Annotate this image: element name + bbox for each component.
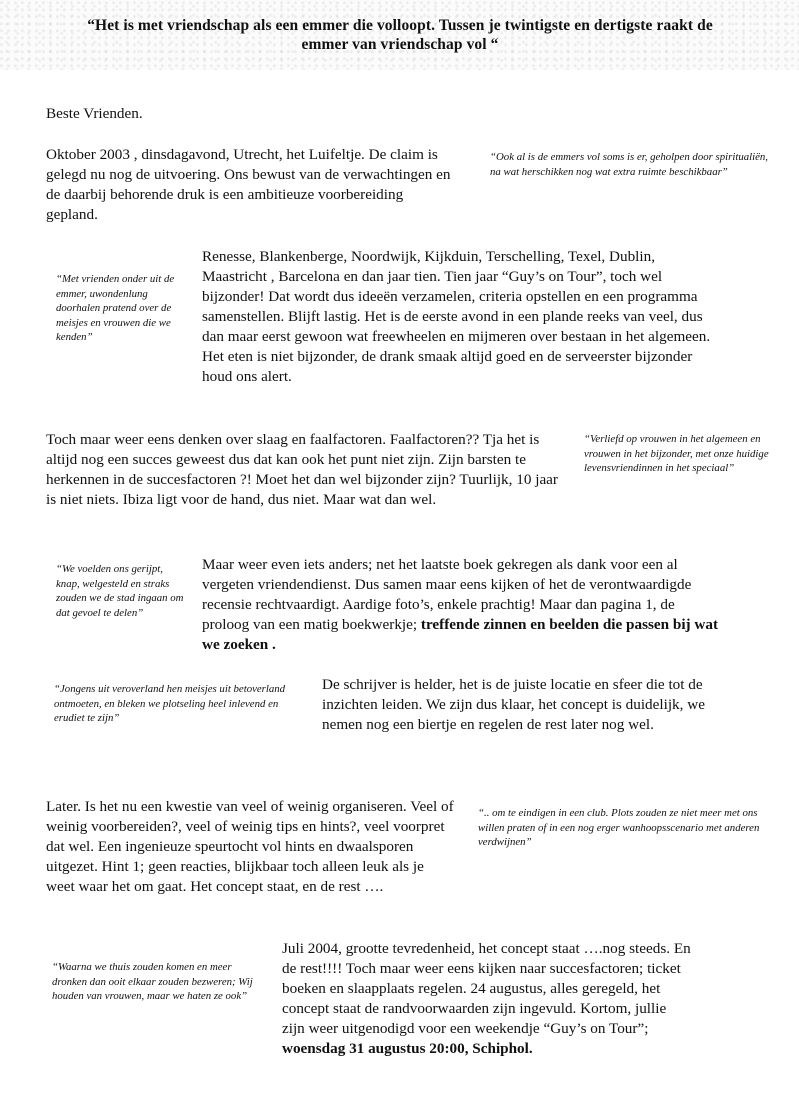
header-banner: [0, 0, 799, 70]
paragraph-4: [202, 555, 722, 655]
paragraph-4-emphasis: treffende zinnen en beelden die passen bij wat we zoeken .: [202, 616, 719, 653]
quote-1: “Ook al is de emmers vol soms is er, geholpen door spiritualiën, na wat herschikken nog wat extra ruimte beschikbaar”: [490, 151, 769, 178]
quote-4: “We voelden ons gerijpt, knap, welgesteld en straks zouden we de stad ingaan om dat gevoel te delen”: [56, 563, 184, 619]
paragraph-1: Oktober 2003 , dinsdagavond, Utrecht, het Luifeltje. De claim is gelegd nu nog de uitvoering. Ons bewust van de verwachtingen en de daarbij behorende druk is een ambitieuze voorbereiding gepland.: [46, 146, 451, 223]
quote-6: “.. om te eindigen in een club. Plots zouden ze niet meer met ons willen praten of in een nog erger wanhoopsscenario met anderen verdwijnen”: [478, 807, 760, 848]
paragraph-7-text: Juli 2004, grootte tevredenheid, het concept staat ….nog steeds. En de rest!!!! Toch maar weer eens kijken naar succesfactoren; ticket boeken en slaapplaats regelen. 24 augustus, alles geregeld, het concept staat de randvoorwaarden zijn ingevuld. Kortom, jullie zijn weer uitgenodigd voor een weekendje “Guy’s on Tour”;: [282, 940, 691, 1037]
greeting: Beste Vrienden.: [46, 105, 143, 122]
paragraph-5: De schrijver is helder, het is de juiste locatie en sfeer die tot de inzichten leiden. We zijn dus klaar, het concept is duidelijk, we nemen nog een biertje en regelen de rest later nog wel.: [322, 676, 705, 733]
paragraph-7-emphasis: woensdag 31 augustus 20:00, Schiphol.: [282, 1040, 533, 1057]
paragraph-4-text: Maar weer even iets anders; net het laatste boek gekregen als dank voor een al vergeten vriendendienst. Dus samen maar eens kijken of het de verontwaardigde recensie rechtvaardigt. Aardige foto’s, enkele prachtig! Maar dan pagina 1, de proloog van een matig boekwerkje;: [202, 556, 692, 633]
title-line-2: emmer van vriendschap vol “: [301, 36, 499, 53]
page-title: [20, 16, 780, 54]
paragraph-3: Toch maar weer eens denken over slaag en faalfactoren. Faalfactoren?? Tja het is altijd nog een succes geweest dus dat kan ook het punt niet zijn. Zijn barsten te herkennen in de succesfactoren ?! Moet het dan wel bijzonder zijn? Tuurlijk, 10 jaar is niet niets. Ibiza ligt voor de hand, dus niet. Maar wat dan wel.: [46, 431, 558, 508]
title-line-1: “Het is met vriendschap als een emmer die volloopt. Tussen je twintigste en dertigste raakt de: [87, 17, 713, 34]
quote-5: “Jongens uit veroverland hen meisjes uit betoverland ontmoeten, en bleken we plotseling heel inlevend en erudiet te zijn”: [54, 683, 286, 724]
paragraph-2: Renesse, Blankenberge, Noordwijk, Kijkduin, Terschelling, Texel, Dublin, Maastricht , Barcelona en dan jaar tien. Tien jaar “Guy’s on Tour”, toch wel bijzonder! Dat wordt dus ideeën verzamelen, criteria opstellen en een programma samenstellen. Blijft lastig. Het is de eerste avond in een plande reeks van veel, dus dan maar eerst gewoon wat freewheelen en mijmeren over bestaan in het algemeen. Het eten is niet bijzonder, de drank smaak altijd goed en de serveerster bijzonder houd ons alert.: [202, 248, 711, 385]
quote-7: “Waarna we thuis zouden komen en meer dronken dan ooit elkaar zouden bezweren; Wij houden van vrouwen, maar we haten ze ook”: [52, 961, 253, 1002]
paragraph-7: [282, 939, 692, 1059]
paragraph-6: Later. Is het nu een kwestie van veel of weinig organiseren. Veel of weinig voorbereiden?, veel of weinig tips en hints?, veel voorpret dat wel. Een ingenieuze speurtocht vol hints en dwaalsporen uitgezet. Hint 1; geen reacties, blijkbaar toch alleen leuk als je weet waar het om gaat. Het concept staat, en de rest ….: [46, 798, 454, 895]
quote-2: “Met vrienden onder uit de emmer, uwondenlung doorhalen pratend over de meisjes en vrouwen die we kenden”: [56, 273, 175, 343]
quote-3: “Verliefd op vrouwen in het algemeen en vrouwen in het bijzonder, met onze huidige levensvriendinnen in het speciaal”: [584, 433, 769, 474]
